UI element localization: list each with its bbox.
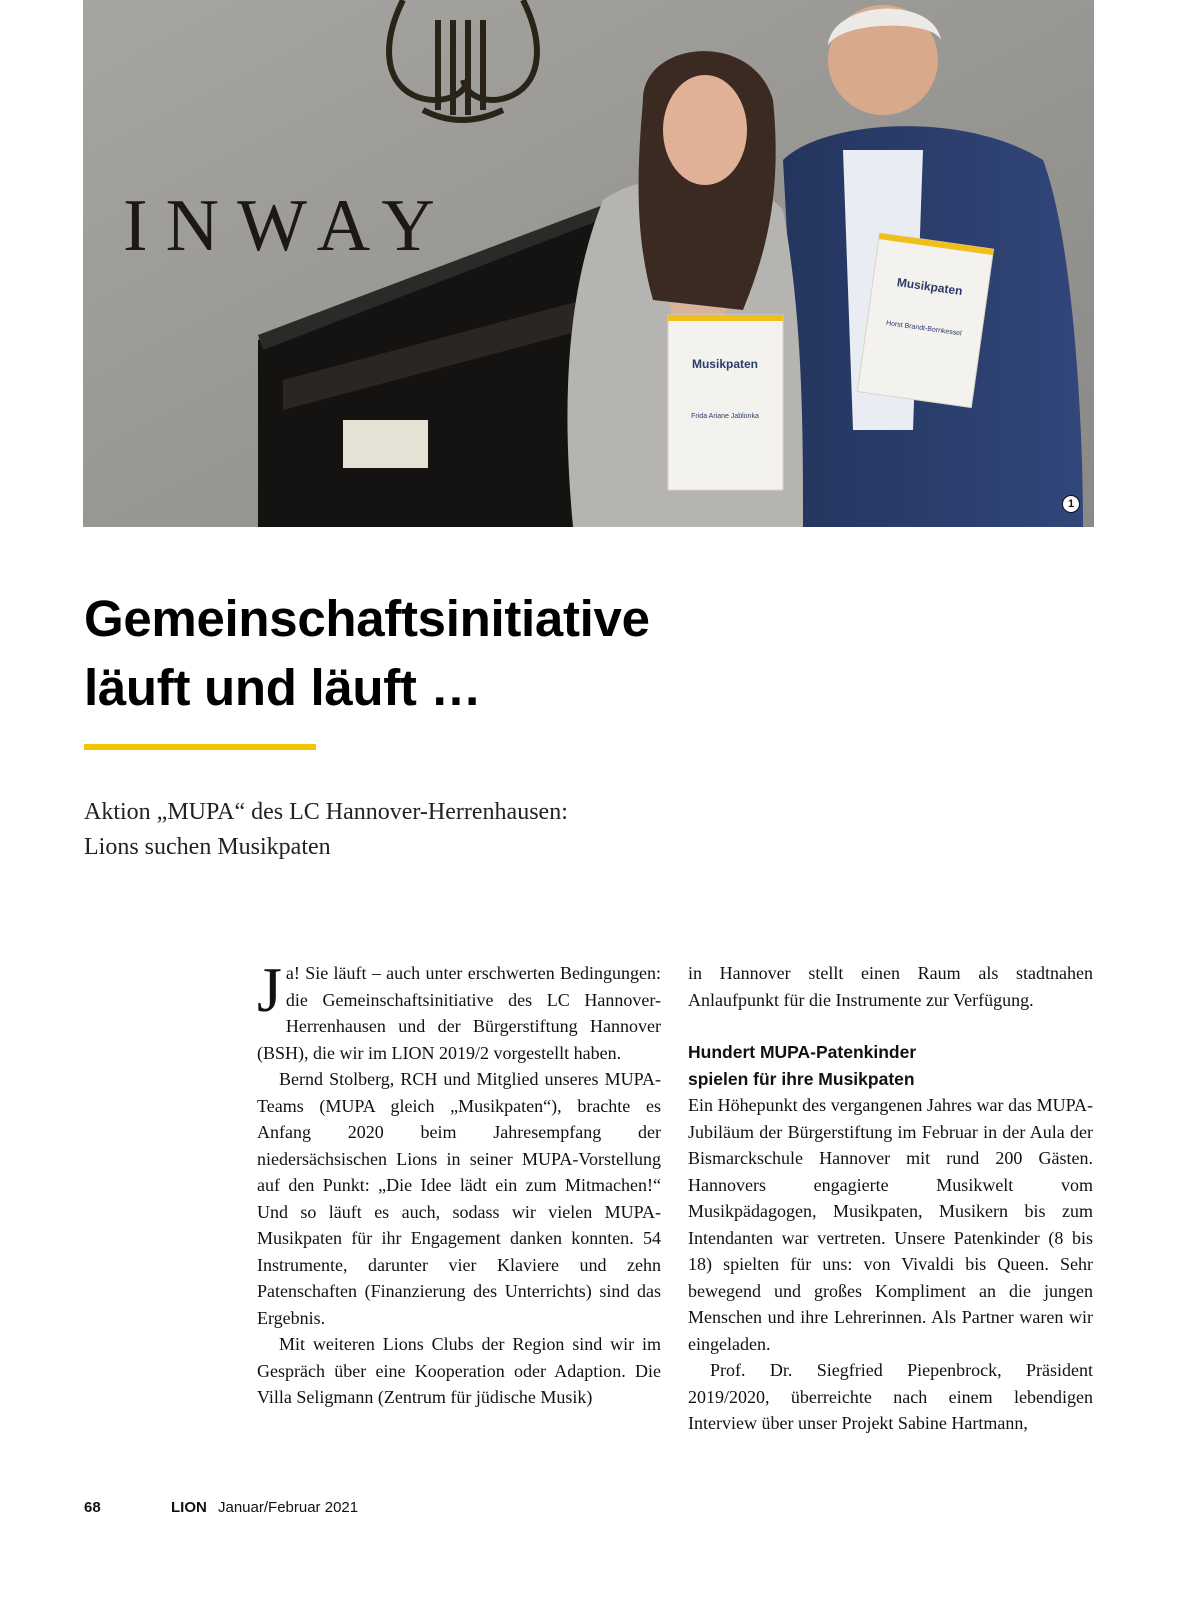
magazine-name: LION: [171, 1499, 207, 1516]
subheadline-line-1: Aktion „MUPA“ des LC Hannover-Herrenhausen:: [84, 799, 568, 825]
paragraph: [257, 954, 661, 1066]
issue-date: Januar/Februar 2021: [218, 1499, 359, 1516]
article-headline: [84, 584, 844, 722]
page-footer: [84, 1499, 684, 1519]
headline-line-1: Gemeinschaftsinitiative: [84, 590, 650, 647]
wall-letters: INWAY: [123, 185, 453, 267]
certificate-left: [668, 315, 783, 490]
subheadline-line-2: Lions suchen Musikpaten: [84, 834, 331, 860]
photo-illustration: [83, 0, 1094, 527]
text-column-right: [688, 960, 1093, 1437]
article-subheadline: [84, 795, 784, 865]
text-column-left: [257, 954, 661, 1411]
paragraph-text: a! Sie läuft – auch unter erschwerten Bedingungen: die Gemeinschaftsinitiative des LC Hannover-Herrenhausen und der Bürgerstiftung Hannover (BSH), die wir im LION 2019/2 vorgestellt haben.: [257, 963, 661, 1063]
svg-text:Musikpaten: Musikpaten: [896, 275, 964, 299]
dropcap: J: [257, 954, 282, 1025]
headline-line-2: läuft und läuft …: [84, 659, 482, 716]
svg-text:Frida Ariane Jablonka: Frida Ariane Jablonka: [691, 413, 759, 420]
section-subheading: [688, 1039, 1093, 1092]
accent-rule: [84, 744, 316, 750]
subheading-line-1: Hundert MUPA-Patenkinder: [688, 1042, 917, 1062]
svg-text:Horst Brandt-Bornkessel: Horst Brandt-Bornkessel: [885, 319, 963, 338]
paragraph: Prof. Dr. Siegfried Piepenbrock, Präsident 2019/2020, überreichte nach einem lebendigen Interview über unser Projekt Sabine Hartmann,: [688, 1360, 1093, 1433]
paragraph: Ein Höhepunkt des vergangenen Jahres war das MUPA-Jubiläum der Bürgerstiftung im Februar in der Aula der Bismarckschule Hannover mit rund 200 Gästen. Hannovers engagierte Musikwelt vom Musikpädagogen, Musikpaten, Musikern bis zum Intendanten war vertreten. Unsere Patenkinder (8 bis 18) spielten für uns: von Vivaldi bis Queen. Sehr bewegend und großes Kompliment an die jungen Menschen und ihre Lehrerinnen. Als Partner waren wir eingeladen.: [688, 1095, 1093, 1354]
certificate-right: [857, 233, 993, 407]
paragraph: Mit weiteren Lions Clubs der Region sind wir im Gespräch über eine Kooperation oder Adaption. Die Villa Seligmann (Zentrum für jüdische Musik): [257, 1334, 661, 1407]
paragraph: in Hannover stellt einen Raum als stadtnahen Anlaufpunkt für die Instrumente zur Verfügung.: [688, 963, 1093, 1010]
paragraph: Bernd Stolberg, RCH und Mitglied unseres MUPA-Teams (MUPA gleich „Musikpaten“), brachte es Anfang 2020 beim Jahresempfang der niedersächsischen Lions in seiner MUPA-Vorstellung auf den Punkt: „Die Idee lädt ein zum Mitmachen!“ Und so läuft es auch, sodass wir vielen MUPA-Musikpaten für ihr Engagement danken konnten. 54 Instrumente, darunter vier Klaviere und zehn Patenschaften (Finanzierung des Unterrichts) sind das Ergebnis.: [257, 1069, 661, 1328]
svg-text:Musikpaten: Musikpaten: [691, 357, 759, 371]
subheading-line-2: spielen für ihre Musikpaten: [688, 1068, 915, 1089]
photo-number-badge: 1: [1062, 495, 1080, 513]
article-photo: [83, 0, 1094, 527]
page-number: 68: [84, 1499, 101, 1516]
